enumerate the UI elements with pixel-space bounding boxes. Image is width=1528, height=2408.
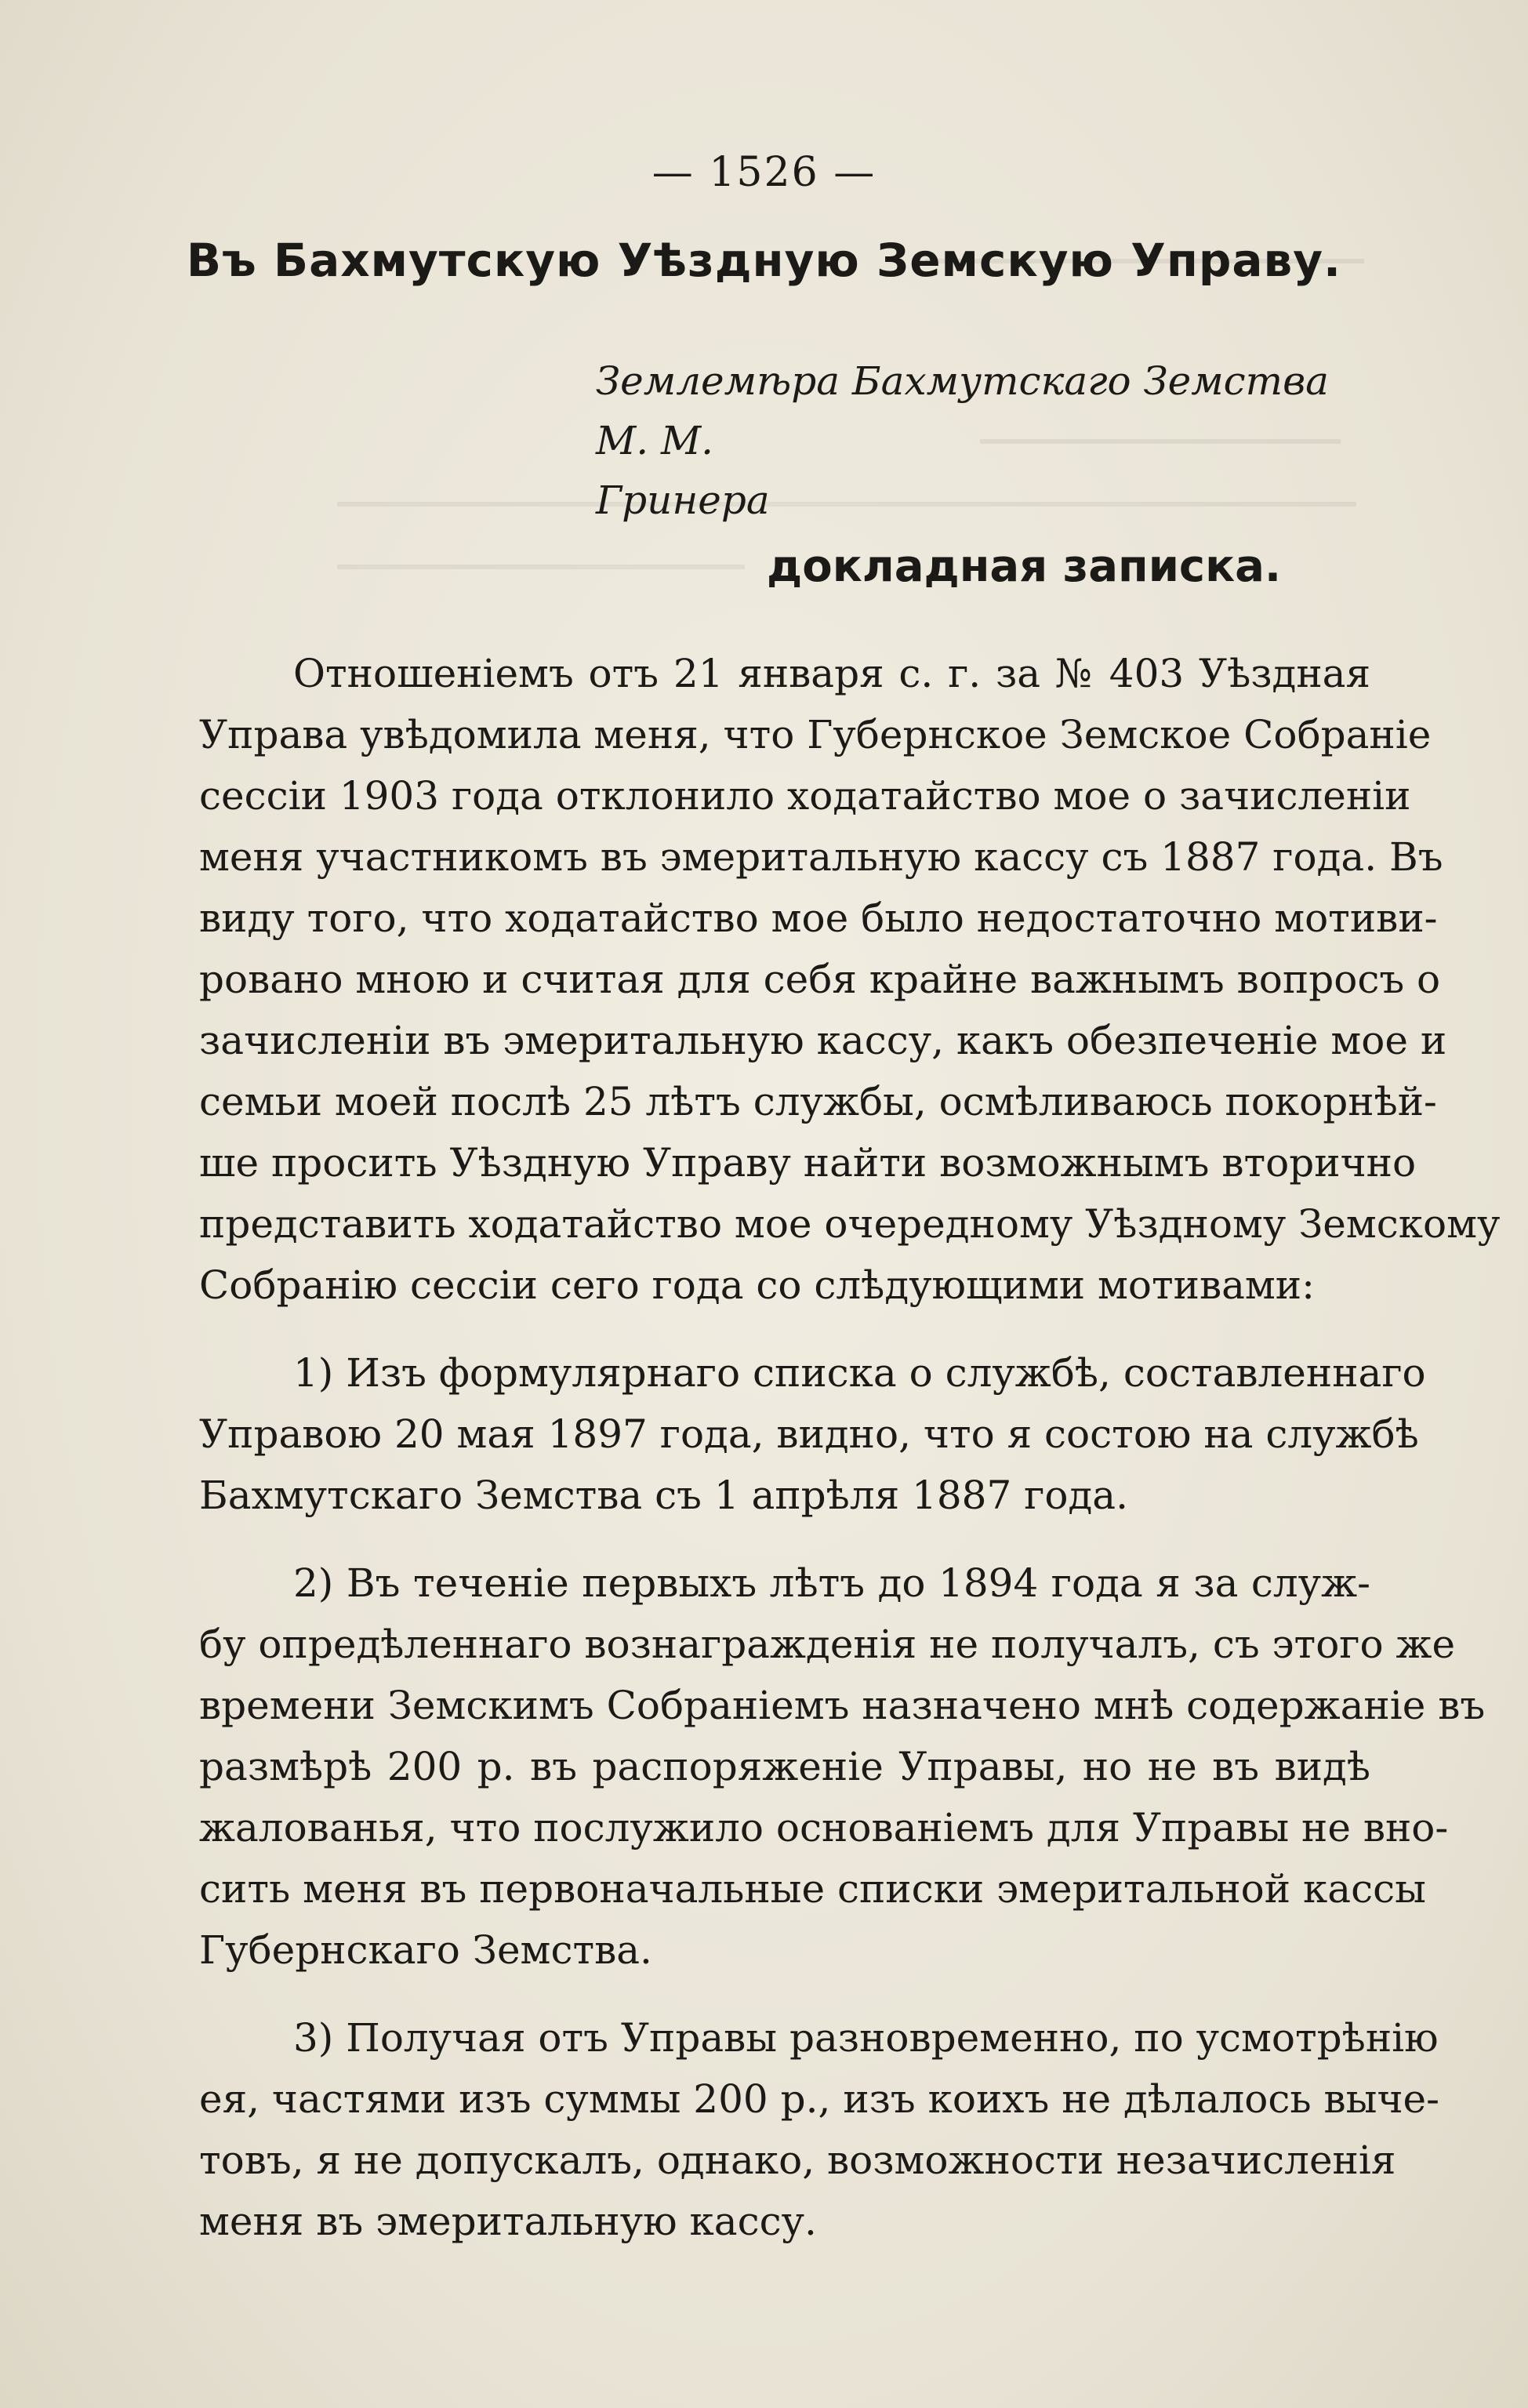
text-line: сить меня въ первоначальные списки эмеритальной кассы	[199, 1866, 1426, 1912]
paragraph-3	[199, 1553, 1486, 1981]
text-line: ея, частями изъ суммы 200 р., изъ коихъ не дѣлалось выче-	[199, 2076, 1439, 2122]
text-line: представить ходатайство мое очередному Уѣздному Земскому	[199, 1201, 1501, 1247]
text-line: товъ, я не допускалъ, однако, возможности незачисленія	[199, 2137, 1396, 2183]
page-number: — 1526 —	[651, 149, 877, 196]
paragraph-4	[199, 2007, 1439, 2252]
text-line: семьи моей послѣ 25 лѣтъ службы, осмѣливаюсь покорнѣй-	[199, 1079, 1437, 1124]
body-text	[199, 643, 1501, 2252]
text-line: жалованья, что послужило основаніемъ для Управы не вно-	[199, 1805, 1449, 1850]
text-line: зачисленіи въ эмеритальную кассу, какъ обезпеченіе мое и	[199, 1018, 1447, 1063]
text-line: Отношеніемъ отъ 21 января с. г. за № 403 Уѣздная	[293, 651, 1370, 696]
text-line: 2) Въ теченіе первыхъ лѣтъ до 1894 года я за служ-	[293, 1560, 1370, 1606]
text-line: Губернскаго Земства.	[199, 1927, 652, 1973]
text-line: размѣрѣ 200 р. въ распоряженіе Управы, но не въ видѣ	[199, 1744, 1370, 1789]
text-line: сессіи 1903 года отклонило ходатайство мое о зачисленіи	[199, 773, 1411, 819]
text-line: времени Земскимъ Собраніемъ назначено мнѣ содержаніе въ	[199, 1683, 1486, 1728]
document-title: докладная записка.	[767, 541, 1282, 592]
paragraph-1	[199, 643, 1501, 1316]
text-line: ше просить Уѣздную Управу найти возможнымъ вторично	[199, 1140, 1417, 1186]
author-block	[596, 351, 1380, 530]
text-line: меня въ эмеритальную кассу.	[199, 2199, 817, 2244]
text-line: Управа увѣдомила меня, что Губернское Земское Собраніе	[199, 712, 1432, 757]
bleed-through-mark	[337, 565, 745, 601]
text-line: 3) Получая отъ Управы разновременно, по усмотрѣнію	[293, 2015, 1439, 2061]
text-line: Управою 20 мая 1897 года, видно, что я состою на службѣ	[199, 1411, 1419, 1457]
paragraph-2	[199, 1342, 1426, 1526]
text-line: Собранію сессіи сего года со слѣдующими мотивами:	[199, 1262, 1315, 1308]
text-line: бу опредѣленнаго вознагражденія не получалъ, съ этого же	[199, 1622, 1456, 1667]
document-heading: Въ Бахмутскую Уѣздную Земскую Управу.	[186, 234, 1342, 287]
author-line-1: Землемѣра Бахмутскаго Земства М. М.	[596, 358, 1329, 463]
text-line: ровано мною и считая для себя крайне важнымъ вопросъ о	[199, 957, 1441, 1002]
text-line: 1) Изъ формулярнаго списка о службѣ, составленнаго	[293, 1350, 1426, 1396]
author-line-2: Гринера	[596, 478, 770, 523]
text-line: виду того, что ходатайство мое было недостаточно мотиви-	[199, 895, 1438, 941]
text-line: меня участникомъ въ эмеритальную кассу съ 1887 года. Въ	[199, 834, 1443, 880]
text-line: Бахмутскаго Земства съ 1 апрѣля 1887 года.	[199, 1473, 1128, 1518]
